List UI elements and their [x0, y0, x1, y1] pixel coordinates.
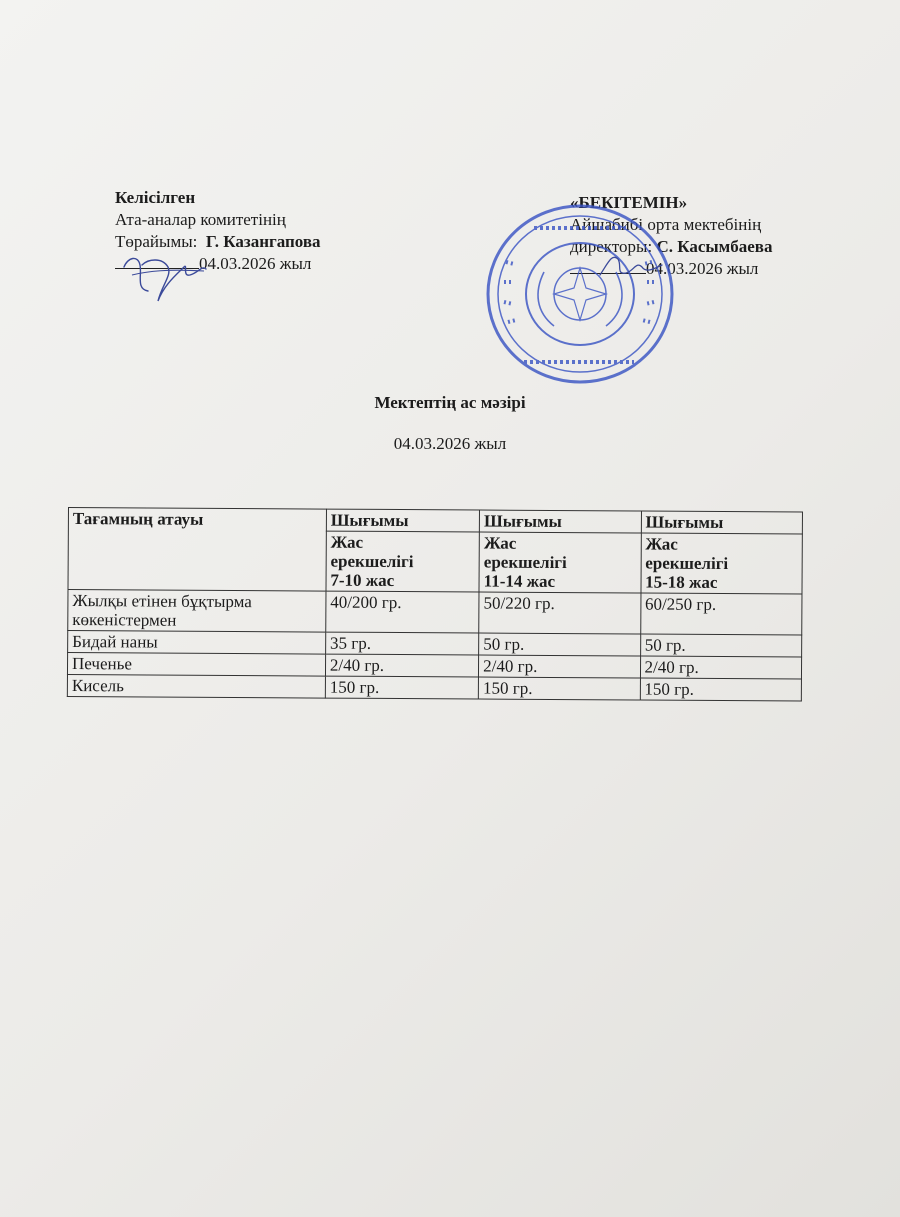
chair-line — [115, 231, 321, 253]
age-label: ерекшелігі — [483, 552, 567, 573]
page-title: Мектептің ас мәзірі — [374, 393, 526, 412]
director-name: С. Касымбаева — [656, 237, 773, 256]
age-label: Жас — [645, 534, 678, 554]
director-date: 04.03.2026 жыл — [646, 259, 759, 278]
dish-name: Бидай наны — [68, 631, 326, 655]
dish-name-line: көкеністермен — [72, 610, 177, 630]
director-date-line — [570, 258, 772, 280]
right-approval-block — [570, 192, 772, 280]
yield-value: 50 гр. — [479, 633, 641, 656]
committee-label: Ата-аналар комитетінің — [115, 210, 286, 229]
table-header-row — [68, 508, 802, 534]
page-date: 04.03.2026 жыл — [393, 434, 507, 453]
yield-value: 40/200 гр. — [326, 591, 480, 633]
chair-name: Г. Казангапова — [205, 232, 321, 251]
header-yield: Шығымы — [480, 510, 642, 533]
dish-name: Кисель — [67, 674, 325, 698]
menu-table — [67, 507, 803, 701]
header-yield: Шығымы — [326, 509, 479, 532]
chair-date: 04.03.2026 жыл — [199, 254, 312, 273]
header-dish-name: Тағамның атауы — [68, 508, 326, 592]
dish-name: Печенье — [67, 653, 325, 677]
dish-name-line: Жылқы етінен бұқтырма — [72, 591, 252, 612]
header-age-group — [641, 533, 803, 594]
age-label: Жас — [483, 533, 517, 553]
age-label: ерекшелігі — [645, 553, 729, 574]
dish-name — [68, 590, 326, 633]
signature-line — [570, 259, 646, 274]
header-age-group — [479, 532, 641, 593]
agreed-label: Келісілген — [115, 188, 196, 207]
yield-value: 150 гр. — [478, 677, 640, 700]
signature-line — [115, 254, 199, 269]
chair-title: Төрайымы: — [115, 232, 198, 251]
director-title: директоры: — [570, 237, 653, 256]
yield-value: 2/40 гр. — [325, 654, 478, 677]
age-range: 15-18 жас — [645, 572, 718, 592]
age-label: ерекшелігі — [330, 551, 414, 572]
yield-value: 50/220 гр. — [479, 592, 641, 634]
approve-label: «БЕКІТЕМІН» — [570, 193, 688, 212]
age-label: Жас — [330, 532, 364, 552]
yield-value: 50 гр. — [640, 634, 802, 657]
left-approval-block — [115, 187, 321, 275]
yield-value: 150 гр. — [640, 678, 802, 701]
age-range: 7-10 жас — [330, 570, 395, 590]
chair-date-line — [115, 253, 321, 275]
yield-value: 2/40 гр. — [479, 655, 641, 678]
age-range: 11-14 жас — [483, 571, 556, 591]
table-row — [68, 590, 802, 635]
yield-value: 150 гр. — [325, 676, 478, 699]
header-yield: Шығымы — [641, 511, 803, 534]
header-age-group — [326, 531, 480, 592]
table-row — [67, 674, 801, 700]
yield-value: 35 гр. — [325, 632, 478, 655]
yield-value: 60/250 гр. — [640, 593, 802, 635]
director-line — [570, 236, 772, 258]
school-label: Айшабибі орта мектебінің — [570, 215, 762, 234]
yield-value: 2/40 гр. — [640, 656, 802, 679]
